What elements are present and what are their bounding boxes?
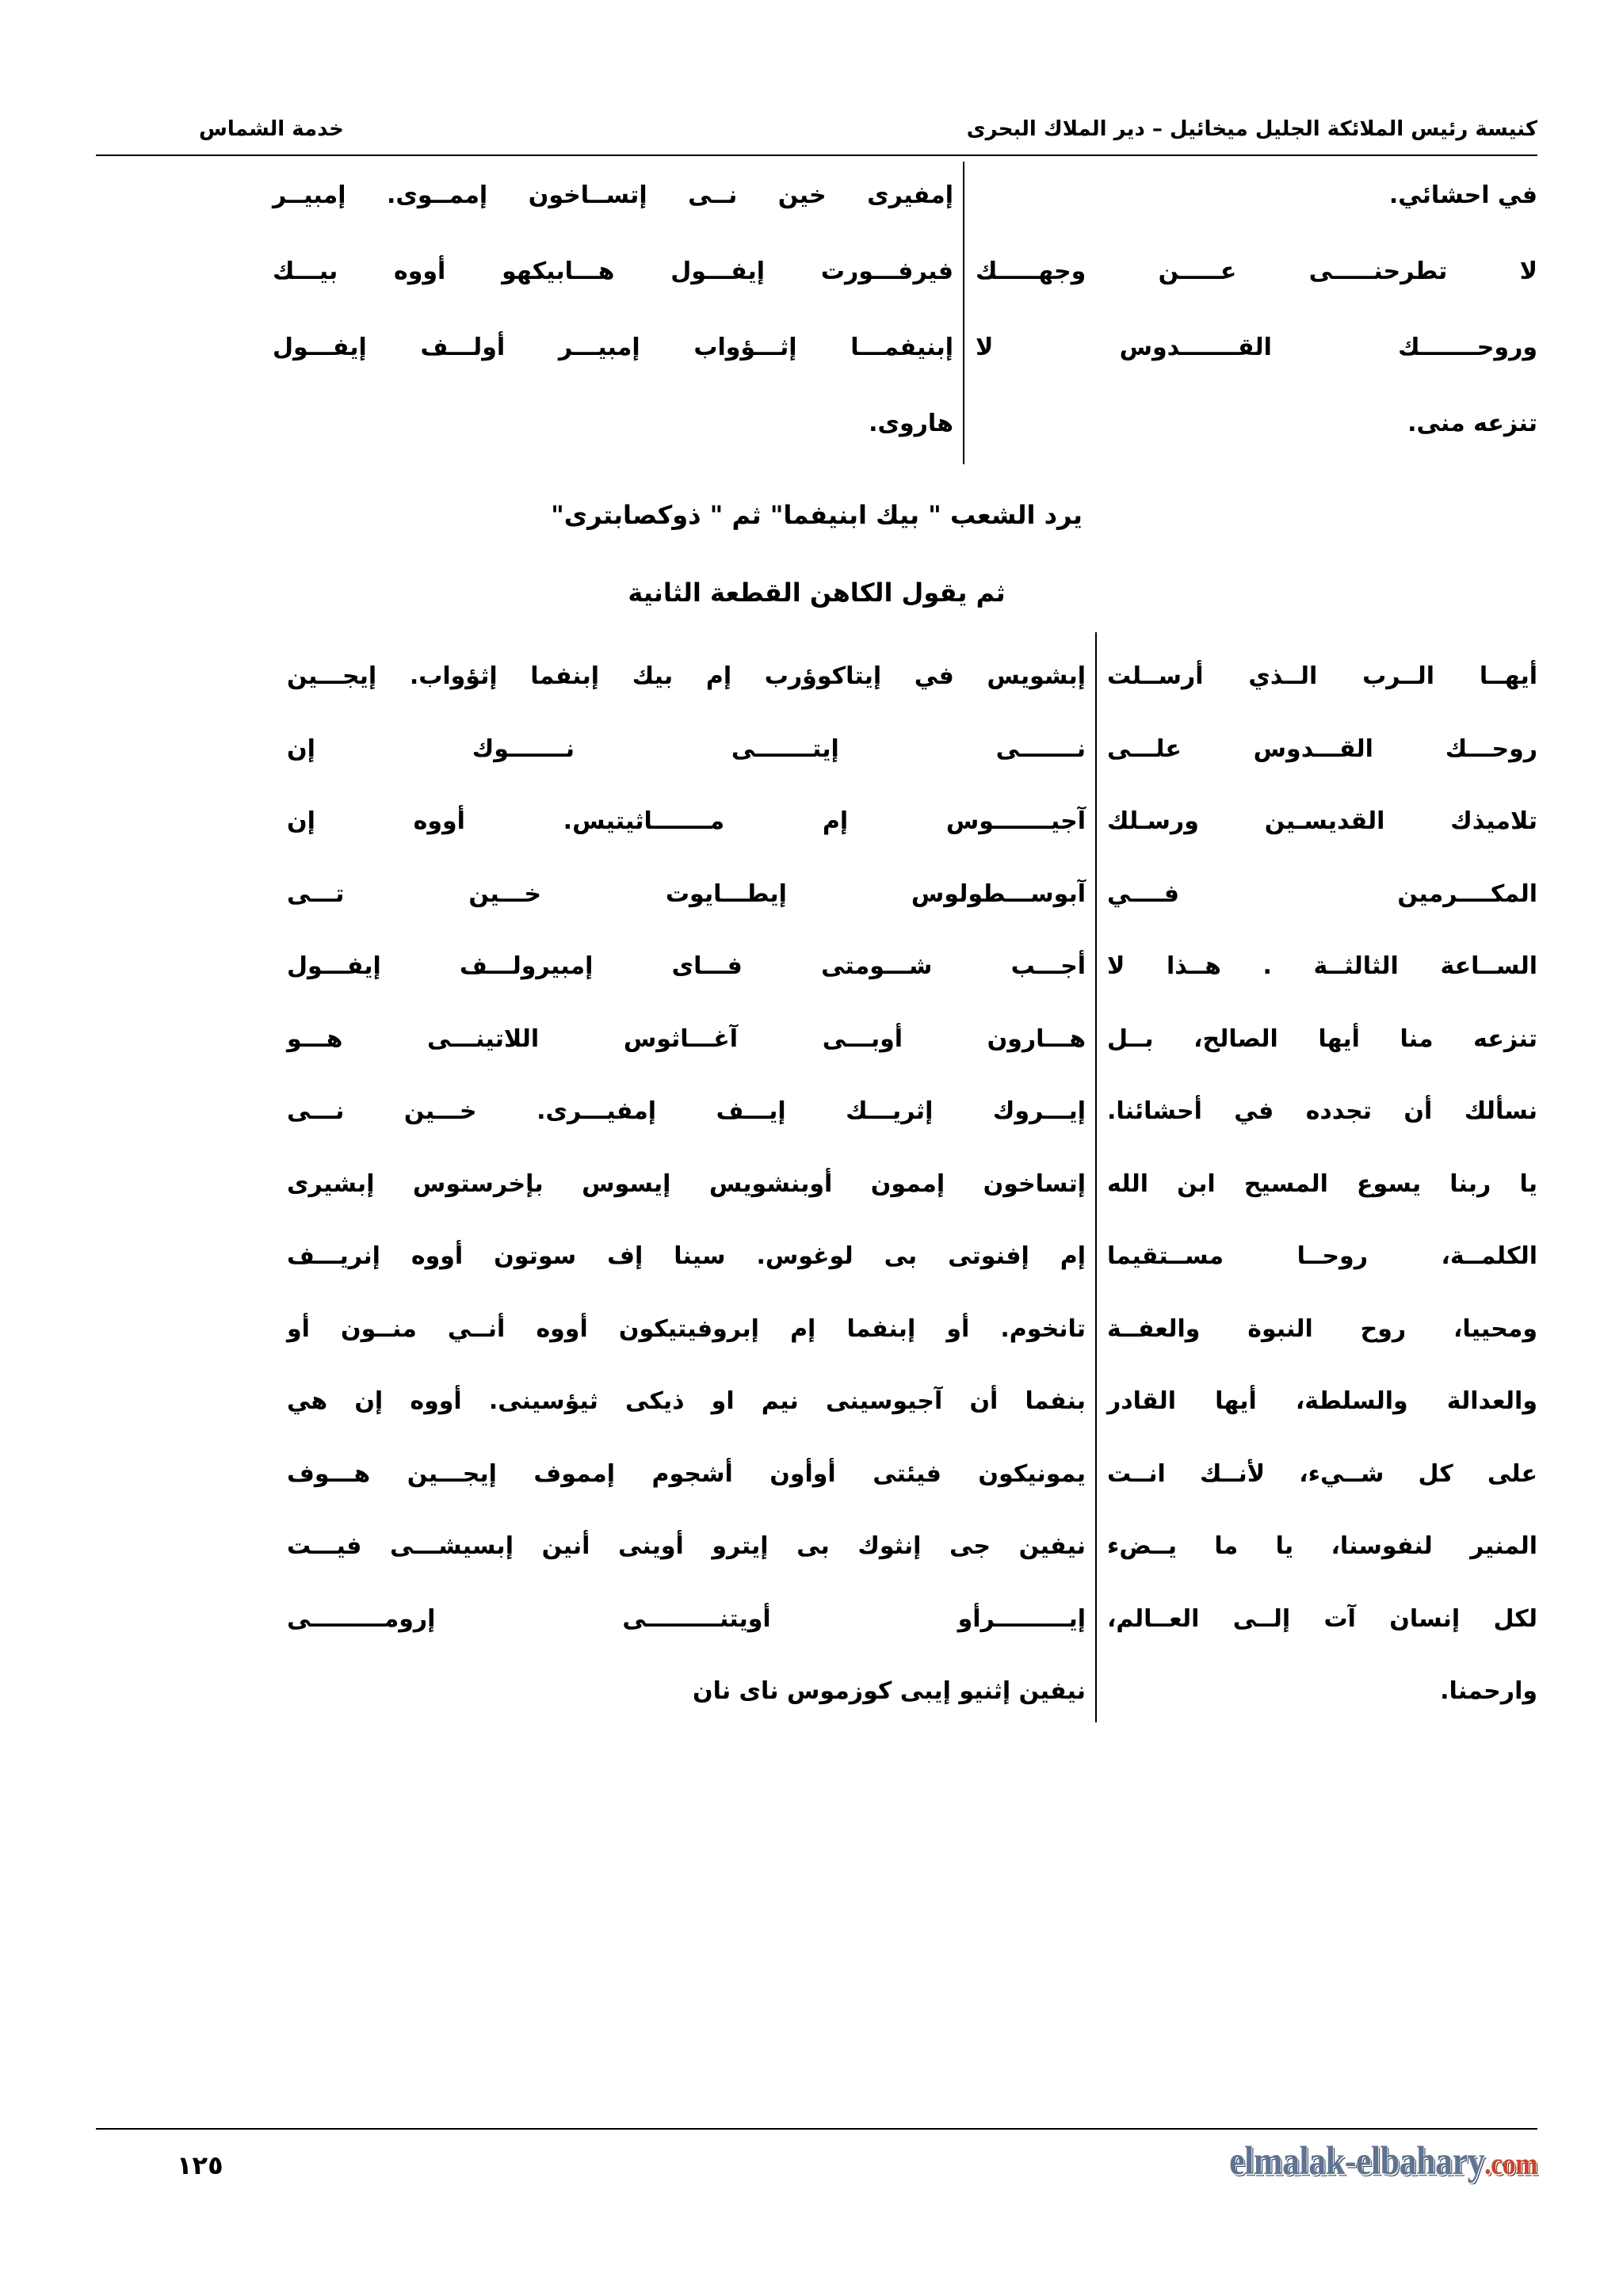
section2-coptic-line: إم إفنوتى بى لوغوس. سينا إف سوتون أووه إنريـــف — [287, 1242, 1086, 1270]
section2-coptic-line: أجـــب شـــومتى فـــاى إمبيرولـــف إيفـــول — [287, 952, 1086, 980]
priest-instruction-rubric: ثم يقول الكاهن القطعة الثانية — [628, 578, 1006, 608]
section1-arabic-line: في احشائي. — [1388, 181, 1537, 209]
people-response-rubric: يرد الشعب " بيك ابنيفما" ثم " ذوكصابترى" — [551, 500, 1083, 530]
section2-arabic-line: على كل شــيء، لأنــك انــت — [1107, 1459, 1537, 1488]
section1-arabic-line: تنزعه منى. — [1407, 410, 1537, 437]
section2-coptic-line: إبشويس في إيتاكوؤرب إم بيك إبنفما إثؤواب. إيجـــين — [287, 662, 1086, 690]
section2-coptic-line: هـــارون أوبـــى آغـــاثوس اللاتينـــى هـــو — [287, 1024, 1086, 1053]
section2-coptic-line: بنفما أن آجيوسينى نيم او ذيكى ثيؤسينى. أووه إن هي — [287, 1387, 1086, 1415]
section2-coptic-line: نـــــــى إيتـــــــى نـــــــوك إن — [287, 734, 1086, 763]
section2-coptic-line: يمونيكون فيئتى أوأون أشجوم إمموف إيجـــين هـــوف — [287, 1459, 1086, 1488]
section2-coptic-line: نيفين جى إنثوك بى إيترو أوينى أنين إبسيشـــى فيـــت — [287, 1532, 1086, 1560]
service-header-title: خدمة الشماس — [199, 117, 344, 141]
section1-column-divider — [963, 162, 964, 464]
section2-arabic-line: أيهــا الــرب الــذي أرســلت — [1107, 662, 1537, 690]
section2-arabic-line: روحـــك القـــدوس علـــى — [1107, 734, 1537, 763]
church-header-title: كنيسة رئيس الملائكة الجليل ميخائيل – دير الملاك البحرى — [966, 117, 1537, 141]
section1-coptic-line: إمفيرى خين نــى إتســاخون إممــوى. إمبيــر — [273, 181, 953, 209]
section1-coptic-column — [273, 158, 953, 462]
section1-coptic-line: إبنيفمـــا إثـــؤواب إمبيـــر أولـــف إيفـــول — [273, 334, 953, 361]
section2-arabic-line: تنزعه منا أيها الصالح، بــل — [1107, 1024, 1537, 1053]
site-logo-domain: .com — [1484, 2147, 1537, 2182]
section2-arabic-column — [1107, 640, 1537, 1728]
section2-coptic-line: إيـــــــــرأو أويتنـــــــــى إرومـــــــــى — [287, 1604, 1086, 1633]
section2-column-divider — [1095, 632, 1097, 1722]
section2-arabic-line: نسألك أن تجدده في أحشائنا. — [1107, 1097, 1537, 1125]
section2-arabic-line: لكل إنسان آت إلــى العــالم، — [1107, 1604, 1537, 1633]
section2-arabic-line: وارحمنا. — [1440, 1677, 1537, 1705]
section2-coptic-line: إتساخون إممون أوبنشويس إيسوس بإخرستوس إبشيرى — [287, 1169, 1086, 1198]
section2-arabic-line: المكــــرمين فــــي — [1107, 879, 1537, 908]
header-divider — [96, 154, 1537, 156]
section2-coptic-line: تانخوم. أو إبنفما إم إبروفيتيكون أووه أنــي منــون أو — [287, 1314, 1086, 1343]
section1-arabic-column — [976, 158, 1537, 462]
section2-coptic-line: نيفين إثنيو إيبى كوزموس ناى نان — [692, 1677, 1086, 1705]
section2-coptic-line: إيـــروك إثريـــك إيـــف إمفيـــرى. خـــين نـــى — [287, 1097, 1086, 1125]
page-number: ١٢٥ — [177, 2150, 223, 2180]
site-logo — [1229, 2136, 1537, 2187]
section2-arabic-line: الكلمــة، روحــا مســتقيما — [1107, 1242, 1537, 1270]
section2-coptic-line: آجيـــــــوس إم مـــــــاثيتيس. أووه إن — [287, 807, 1086, 835]
section2-arabic-line: المنير لنفوسنا، يا ما يــضء — [1107, 1532, 1537, 1560]
section1-arabic-line: وروحـــــــك القـــــــدوس لا — [976, 334, 1537, 361]
section2-coptic-column — [287, 640, 1086, 1728]
section2-arabic-line: ومحييا، روح النبوة والعفــة — [1107, 1314, 1537, 1343]
section2-arabic-line: يا ربنا يسوع المسيح ابن الله — [1107, 1169, 1537, 1198]
section2-arabic-line: تلاميذك القديسـين ورسـلك — [1107, 807, 1537, 835]
section1-arabic-line: لا تطرحنـــــى عـــــن وجهـــــك — [976, 257, 1537, 285]
site-logo-name: elmalak-elbahary — [1229, 2138, 1485, 2183]
section2-arabic-line: والعدالة والسلطة، أيها القادر — [1107, 1387, 1537, 1415]
section1-coptic-line: هاروى. — [869, 410, 953, 437]
section2-arabic-line: الســاعة الثالثــة . هــذا لا — [1107, 952, 1537, 980]
footer-divider — [96, 2128, 1537, 2130]
section2-coptic-line: آبوســـطولوس إيطـــايوت خـــين تـــى — [287, 879, 1086, 908]
section1-coptic-line: فيرفـــورت إيفـــول هـــابيكهو أووه بيـــك — [273, 257, 953, 285]
